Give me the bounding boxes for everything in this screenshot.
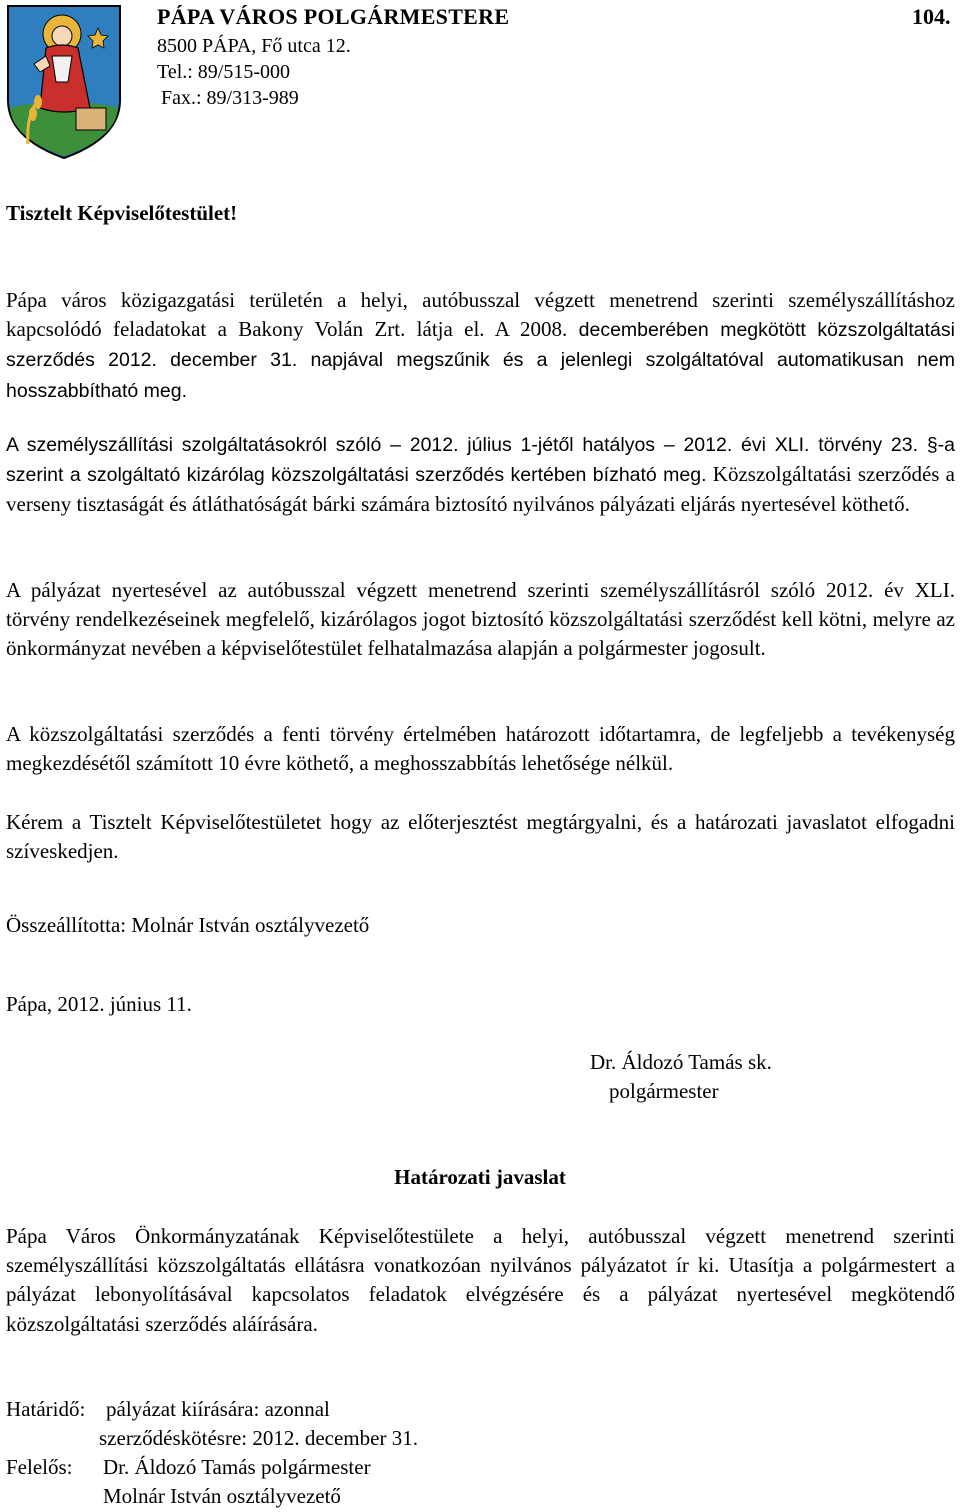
request-paragraph: Kérem a Tisztelt Képviselőtestületet hogy az előterjesztést megtárgyalni, és a határozati javaslatot elfogadni szíveskedjen. xyxy=(6,810,955,864)
responsible-label: Felelős: xyxy=(6,1455,73,1479)
intro-paragraph xyxy=(6,286,955,406)
place-and-date: Pápa, 2012. június 11. xyxy=(6,992,192,1016)
resolution-heading: Határozati javaslat xyxy=(394,1165,566,1189)
signature-name: Dr. Áldozó Tamás sk. xyxy=(590,1050,772,1074)
letterhead-title: PÁPA VÁROS POLGÁRMESTERE xyxy=(157,4,510,29)
deadline-label: Határidő: xyxy=(6,1397,86,1421)
resolution-text: Pápa Város Önkormányzatának Képviselőtestülete a helyi, autóbusszal végzett menetrend szerinti személyszállítási közszolgáltatás ellátásra vonatkozóan nyilvános pályázatot ír ki. Utasítja a polgármestert a pályázat lebonyolításával kapcsolatos feladatok elvégzésére és a pályázat nyertesével megkötendő közszolgáltatási szerződés aláírására. xyxy=(6,1224,955,1336)
winner-paragraph: A pályázat nyertesével az autóbusszal végzett menetrend szerinti személyszállításról szóló 2012. év XLI. törvény rendelkezéseinek megfelelő, kizárólagos jogot biztosító közszolgáltatási szerződést kell kötni, melyre az önkormányzat nevében a képviselőtestület felhatalmazása alapján a polgármester jogosult. xyxy=(6,578,955,661)
duration-paragraph: A közszolgáltatási szerződés a fenti törvény értelmében határozott időtartamra, de legfeljebb a tevékenység megkezdésétől számított 10 évre köthető, a meghosszabbítás lehetősége nélkül. xyxy=(6,722,955,776)
law-sans-text: A személyszállítási szolgáltatásokról szóló – 2012. július 1-jétől hatályos – 2012. évi XLI. törvény 23. §-a szerint a szolgáltató kizárólag közszolgáltatási szerződés kertében bízható meg. xyxy=(6,434,955,487)
responsible-line-2: Molnár István osztályvezető xyxy=(103,1484,341,1508)
deadline-line-1: pályázat kiírására: azonnal xyxy=(106,1397,330,1421)
document-number: 104. xyxy=(912,4,951,29)
letterhead-phone: Tel.: 89/515-000 xyxy=(157,61,291,83)
intro-sans-text: decemberében megkötött közszolgáltatási szerződés 2012. december 31. napjával megszűnik és a jelenlegi szolgáltatóval automatikusan nem hosszabbítható meg. xyxy=(6,319,955,402)
letterhead-fax: Fax.: 89/313-989 xyxy=(161,87,299,109)
signature-role: polgármester xyxy=(609,1079,719,1103)
responsible-line-1: Dr. Áldozó Tamás polgármester xyxy=(103,1455,371,1479)
city-coat-of-arms xyxy=(6,4,122,160)
law-paragraph xyxy=(6,430,955,520)
compiled-by: Összeállította: Molnár István osztályvezető xyxy=(6,913,370,937)
intro-serif-text: Pápa város közigazgatási területén a helyi, autóbusszal végzett menetrend szerinti személyszállításhoz kapcsolódó feladatokat a Bakony Volán Zrt. látja el. A 2008. xyxy=(6,288,955,342)
deadline-line-2: szerződéskötésre: 2012. december 31. xyxy=(99,1426,418,1450)
salutation: Tisztelt Képviselőtestület! xyxy=(6,201,238,225)
letterhead-address: 8500 PÁPA, Fő utca 12. xyxy=(157,35,351,57)
law-serif-text: Közszolgáltatási szerződés a verseny tisztaságát és átláthatóságát bárki számára biztosító nyilvános pályázati eljárás nyertesével köthető. xyxy=(6,462,956,517)
